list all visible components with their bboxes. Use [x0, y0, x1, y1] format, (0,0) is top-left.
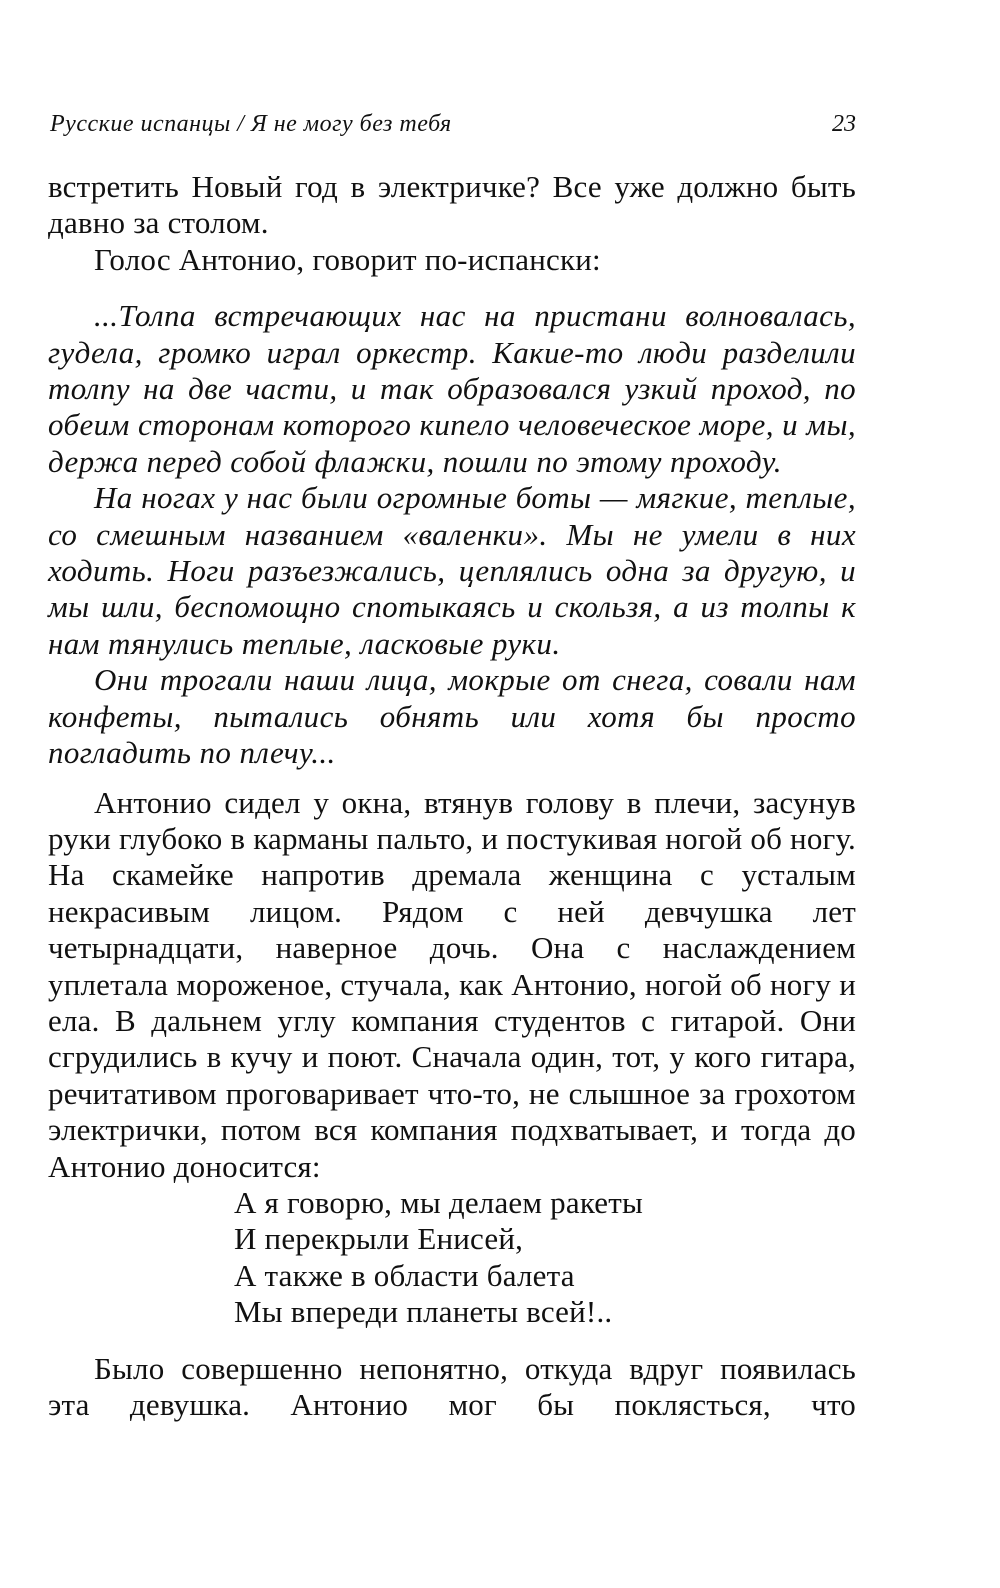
- quote-paragraph: ...Толпа встречающих нас на пристани волновалась, гудела, громко играл оркестр. Какие-то люди разделили толпу на две части, и так образовался узкий проход, по обеим сторонам которого кипело человеческое море, и мы, держа перед собой флажки, пошли по этому проходу.: [48, 298, 856, 479]
- spacer: [48, 772, 856, 785]
- page-number: 23: [832, 111, 856, 137]
- book-page: [48, 0, 856, 1588]
- paragraph-girl: Было совершенно непонятно, откуда вдруг появилась эта девушка. Антонио мог бы поклясться, что: [48, 1350, 856, 1422]
- song-verse: [234, 1185, 856, 1331]
- verse-line: А также в области балета: [234, 1257, 575, 1293]
- spacer: [48, 1331, 856, 1351]
- spacer: [48, 278, 856, 298]
- verse-line: И перекрыли Енисей,: [234, 1221, 524, 1257]
- paragraph-voice-intro: Голос Антонио, говорит по-испански:: [94, 241, 601, 277]
- paragraph-train-scene: Антонио сидел у окна, втянув голову в плечи, засунув руки глубоко в карманы пальто, и постукивая ногой об ногу. На скамейке напротив дремала женщина с усталым некрасивым лицом. Рядом с ней девчушка лет четырнадцати, наверное дочь. Она с наслаждением уплетала мороженое, стучала, как Антонио, ногой об ногу и ела. В дальнем углу компания студентов с гитарой. Они сгрудились в кучу и поют. Сначала один, тот, у кого гитара, речитативом проговаривает что-то, не слышное за грохотом электрички, потом вся компания подхватывает, и тогда до Антонио доносится:: [48, 784, 856, 1184]
- verse-line: А я говорю, мы делаем ракеты: [234, 1184, 644, 1220]
- page-body: [48, 169, 856, 1423]
- italic-quotation: [48, 298, 856, 771]
- paragraph-opening: встретить Новый год в электричке? Все уже должно быть давно за столом.: [48, 169, 856, 241]
- quote-paragraph: На ногах у нас были огромные боты — мягкие, теплые, со смешным названием «валенки». Мы не умели в них ходить. Ноги разъезжались, цеплялись одна за другую, и мы шли, беспомощно спотыкаясь и скользя, а из толпы к нам тянулись теплые, ласковые руки.: [48, 480, 856, 661]
- verse-line: Мы впереди планеты всей!..: [234, 1294, 613, 1330]
- quote-paragraph: Они трогали наши лица, мокрые от снега, совали нам конфеты, пытались обнять или хотя бы просто погладить по плечу...: [48, 662, 856, 771]
- running-title: Русские испанцы / Я не могу без тебя: [50, 111, 452, 137]
